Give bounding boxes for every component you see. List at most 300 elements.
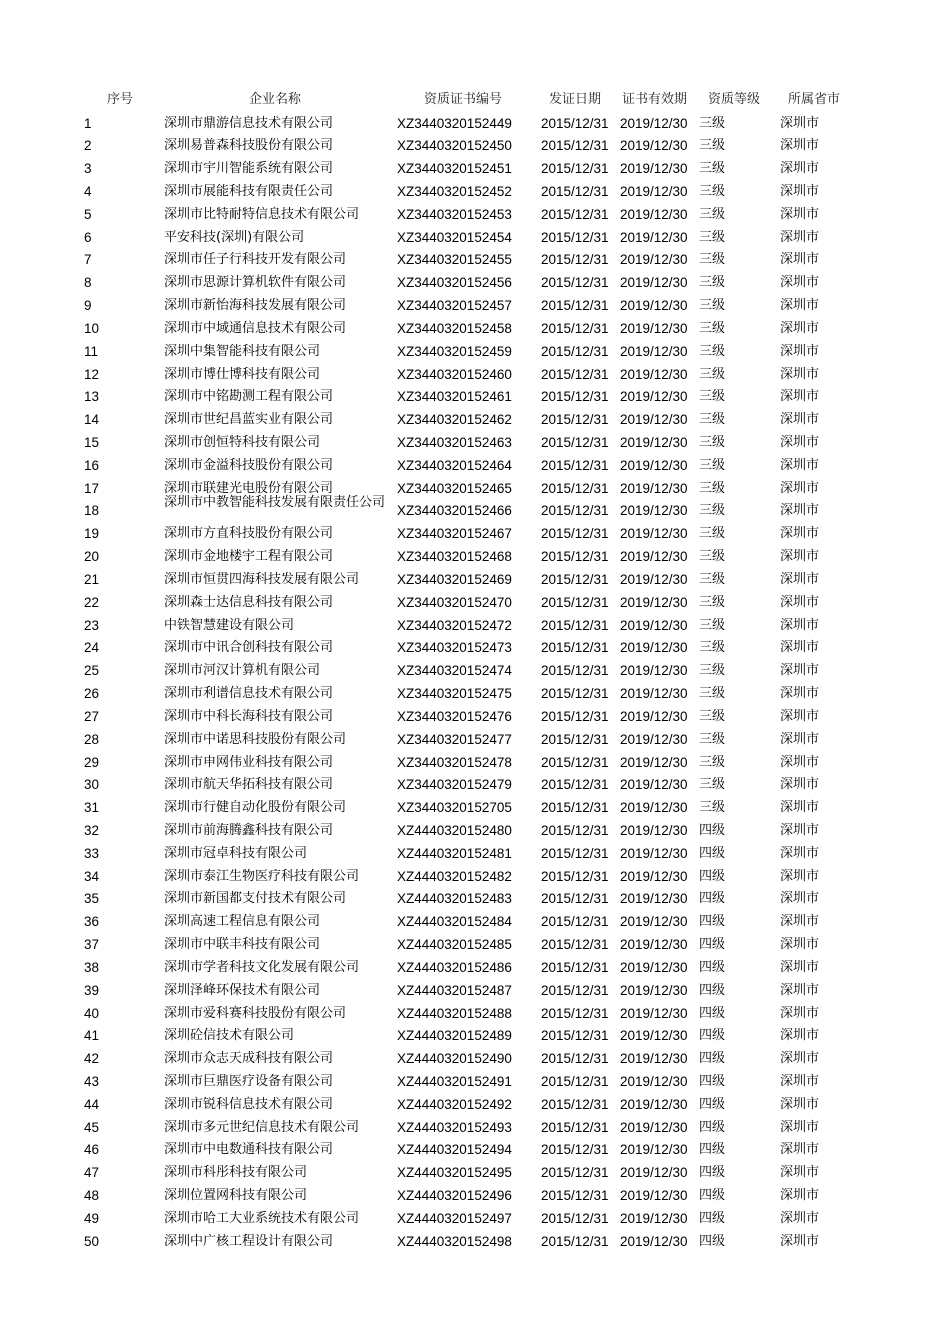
qualification-level: 三级 [699, 777, 726, 793]
table-row [0, 386, 950, 409]
table-row [0, 158, 950, 181]
company-name: 深圳市锐科信息技术有限公司 [164, 1096, 334, 1112]
row-index: 4 [84, 184, 92, 199]
row-index: 39 [84, 982, 100, 998]
row-index: 28 [84, 731, 100, 747]
table-row [0, 911, 950, 934]
city: 深圳市 [780, 480, 820, 496]
issue-date: 2015/12/31 [541, 457, 609, 473]
row-index: 46 [84, 1142, 100, 1158]
issue-date: 2015/12/31 [541, 868, 609, 884]
company-name: 深圳市比特耐特信息技术有限公司 [164, 206, 360, 222]
issue-date: 2015/12/31 [541, 1051, 609, 1067]
qualification-level: 三级 [699, 320, 726, 336]
city: 深圳市 [780, 868, 820, 884]
issue-date: 2015/12/31 [541, 617, 609, 633]
header-issue-date: 发证日期 [549, 92, 602, 107]
row-index: 44 [84, 1096, 100, 1112]
certificate-no: XZ3440320152453 [397, 206, 512, 222]
company-name: 深圳市中科长海科技有限公司 [164, 708, 334, 724]
city: 深圳市 [780, 457, 820, 473]
row-index: 43 [84, 1073, 100, 1089]
valid-until: 2019/12/30 [620, 731, 688, 747]
row-index: 8 [84, 275, 92, 291]
city: 深圳市 [780, 686, 820, 701]
table-row [0, 683, 950, 706]
city: 深圳市 [780, 822, 820, 838]
city: 深圳市 [780, 708, 820, 724]
city: 深圳市 [780, 503, 820, 519]
issue-date: 2015/12/31 [541, 959, 609, 975]
qualification-level: 三级 [699, 457, 726, 473]
valid-until: 2019/12/30 [620, 389, 688, 405]
valid-until: 2019/12/30 [620, 115, 688, 131]
row-index: 36 [84, 914, 100, 930]
city: 深圳市 [780, 617, 820, 633]
row-index: 49 [84, 1210, 100, 1226]
certificate-no: XZ4440320152485 [397, 937, 512, 952]
table-row [0, 135, 950, 158]
certificate-no: XZ3440320152465 [397, 480, 512, 496]
header-index: 序号 [107, 92, 134, 107]
qualification-level: 四级 [699, 937, 726, 952]
certificate-no: XZ3440320152472 [397, 617, 512, 633]
qualification-level: 三级 [699, 206, 726, 222]
certificate-no: XZ4440320152490 [397, 1051, 512, 1067]
certificate-no: XZ3440320152470 [397, 594, 512, 610]
city: 深圳市 [780, 115, 820, 131]
city: 深圳市 [780, 343, 820, 359]
qualification-level: 三级 [699, 480, 726, 496]
table-row [0, 866, 950, 889]
qualification-level: 四级 [699, 1165, 726, 1181]
certificate-no: XZ4440320152482 [397, 868, 512, 884]
row-index: 31 [84, 800, 100, 816]
city: 深圳市 [780, 206, 820, 222]
city: 深圳市 [780, 1028, 820, 1044]
company-name: 深圳市巨鼎医疗设备有限公司 [164, 1073, 334, 1089]
city: 深圳市 [780, 754, 820, 770]
valid-until: 2019/12/30 [620, 891, 688, 907]
table-row [0, 1003, 950, 1026]
company-name: 深圳市恒贯四海科技发展有限公司 [164, 571, 360, 587]
qualification-level: 三级 [699, 617, 726, 633]
row-index: 32 [84, 822, 100, 838]
issue-date: 2015/12/31 [541, 252, 609, 268]
issue-date: 2015/12/31 [541, 206, 609, 222]
qualification-level: 三级 [699, 366, 726, 382]
valid-until: 2019/12/30 [620, 959, 688, 975]
certificate-no: XZ3440320152468 [397, 549, 512, 565]
certificate-no: XZ3440320152461 [397, 389, 512, 405]
city: 深圳市 [780, 389, 820, 405]
valid-until: 2019/12/30 [620, 1142, 688, 1158]
valid-until: 2019/12/30 [620, 754, 688, 770]
valid-until: 2019/12/30 [620, 229, 688, 245]
city: 深圳市 [780, 891, 820, 907]
issue-date: 2015/12/31 [541, 777, 609, 793]
city: 深圳市 [780, 1210, 820, 1226]
table-row [0, 546, 950, 569]
valid-until: 2019/12/30 [620, 206, 688, 222]
table-row [0, 249, 950, 272]
table-row [0, 637, 950, 660]
qualification-level: 三级 [699, 343, 726, 359]
issue-date: 2015/12/31 [541, 640, 609, 656]
valid-until: 2019/12/30 [620, 161, 688, 177]
company-name: 深圳市中域通信息技术有限公司 [164, 320, 347, 336]
city: 深圳市 [780, 800, 820, 816]
certificate-no: XZ3440320152451 [397, 161, 512, 177]
valid-until: 2019/12/30 [620, 457, 688, 473]
row-index: 27 [84, 708, 100, 724]
issue-date: 2015/12/31 [541, 138, 609, 154]
certificate-no: XZ4440320152497 [397, 1210, 512, 1226]
issue-date: 2015/12/31 [541, 1073, 609, 1089]
valid-until: 2019/12/30 [620, 1028, 688, 1044]
issue-date: 2015/12/31 [541, 708, 609, 724]
city: 深圳市 [780, 366, 820, 382]
header-city: 所属省市 [788, 92, 841, 107]
certificate-no: XZ3440320152458 [397, 320, 512, 336]
valid-until: 2019/12/30 [620, 686, 688, 701]
company-name: 深圳市中铭勘测工程有限公司 [164, 389, 334, 405]
qualification-level: 三级 [699, 571, 726, 587]
qualification-level: 四级 [699, 1142, 726, 1158]
certificate-no: XZ3440320152479 [397, 777, 512, 793]
valid-until: 2019/12/30 [620, 1051, 688, 1067]
company-name: 深圳市中讯合创科技有限公司 [164, 640, 334, 656]
qualification-level: 三级 [699, 686, 726, 701]
city: 深圳市 [780, 1096, 820, 1112]
certificate-no: XZ4440320152496 [397, 1188, 512, 1203]
valid-until: 2019/12/30 [620, 822, 688, 838]
valid-until: 2019/12/30 [620, 252, 688, 268]
company-name: 深圳市多元世纪信息技术有限公司 [164, 1119, 360, 1135]
issue-date: 2015/12/31 [541, 320, 609, 336]
company-name: 深圳市航天华拓科技有限公司 [164, 777, 334, 793]
table-row [0, 843, 950, 866]
issue-date: 2015/12/31 [541, 184, 609, 199]
row-index: 15 [84, 435, 100, 450]
table-row [0, 569, 950, 592]
row-index: 7 [84, 252, 92, 268]
certificate-no: XZ3440320152456 [397, 275, 512, 291]
issue-date: 2015/12/31 [541, 1165, 609, 1181]
qualification-level: 三级 [699, 275, 726, 291]
row-index: 18 [84, 503, 100, 519]
valid-until: 2019/12/30 [620, 138, 688, 154]
row-index: 6 [84, 229, 92, 245]
table-row [0, 1048, 950, 1071]
certificate-no: XZ4440320152483 [397, 891, 512, 907]
issue-date: 2015/12/31 [541, 526, 609, 542]
qualification-level: 三级 [699, 138, 726, 154]
qualification-level: 四级 [699, 845, 726, 861]
issue-date: 2015/12/31 [541, 1096, 609, 1112]
company-name: 深圳市世纪昌蓝实业有限公司 [164, 412, 334, 428]
row-index: 48 [84, 1188, 100, 1203]
issue-date: 2015/12/31 [541, 1005, 609, 1021]
valid-until: 2019/12/30 [620, 480, 688, 496]
valid-until: 2019/12/30 [620, 1096, 688, 1112]
certificate-no: XZ3440320152473 [397, 640, 512, 656]
row-index: 47 [84, 1165, 100, 1181]
table-row [0, 592, 950, 615]
qualification-level: 四级 [699, 1210, 726, 1226]
row-index: 5 [84, 206, 92, 222]
table-row [0, 1094, 950, 1117]
table-row [0, 409, 950, 432]
table-row [0, 272, 950, 295]
certificate-no: XZ4440320152484 [397, 914, 512, 930]
valid-until: 2019/12/30 [620, 298, 688, 314]
valid-until: 2019/12/30 [620, 275, 688, 291]
row-index: 3 [84, 161, 92, 177]
certificate-no: XZ3440320152450 [397, 138, 512, 154]
qualification-level: 三级 [699, 161, 726, 177]
valid-until: 2019/12/30 [620, 1210, 688, 1226]
city: 深圳市 [780, 435, 820, 450]
table-row [0, 341, 950, 364]
valid-until: 2019/12/30 [620, 937, 688, 952]
valid-until: 2019/12/30 [620, 1188, 688, 1203]
qualification-level: 三级 [699, 754, 726, 770]
table-row [0, 364, 950, 387]
row-index: 41 [84, 1028, 100, 1044]
city: 深圳市 [780, 982, 820, 998]
company-name: 深圳市博仕博科技有限公司 [164, 366, 321, 382]
company-name: 深圳市河汉计算机有限公司 [164, 663, 321, 679]
table-row [0, 455, 950, 478]
certificate-no: XZ3440320152476 [397, 708, 512, 724]
company-name: 深圳市思源计算机软件有限公司 [164, 275, 347, 291]
issue-date: 2015/12/31 [541, 480, 609, 496]
table-row [0, 318, 950, 341]
qualification-level: 三级 [699, 503, 726, 519]
valid-until: 2019/12/30 [620, 868, 688, 884]
city: 深圳市 [780, 594, 820, 610]
city: 深圳市 [780, 1188, 820, 1203]
company-name: 深圳市冠卓科技有限公司 [164, 845, 308, 861]
certificate-no: XZ3440320152705 [397, 800, 512, 816]
row-index: 20 [84, 549, 100, 565]
valid-until: 2019/12/30 [620, 982, 688, 998]
qualification-level: 四级 [699, 891, 726, 907]
certificate-no: XZ3440320152477 [397, 731, 512, 747]
certificate-no: XZ3440320152474 [397, 663, 512, 679]
valid-until: 2019/12/30 [620, 503, 688, 519]
header-valid-until: 证书有效期 [622, 92, 688, 107]
issue-date: 2015/12/31 [541, 731, 609, 747]
issue-date: 2015/12/31 [541, 982, 609, 998]
company-name: 深圳高速工程信息有限公司 [164, 914, 321, 930]
row-index: 12 [84, 366, 100, 382]
valid-until: 2019/12/30 [620, 526, 688, 542]
qualification-level: 四级 [699, 1073, 726, 1089]
valid-until: 2019/12/30 [620, 914, 688, 930]
certificate-no: XZ4440320152493 [397, 1119, 512, 1135]
company-name: 深圳市中诺思科技股份有限公司 [164, 731, 347, 747]
issue-date: 2015/12/31 [541, 891, 609, 907]
certificate-no: XZ3440320152469 [397, 571, 512, 587]
table-row [0, 797, 950, 820]
qualification-level: 四级 [699, 1096, 726, 1112]
issue-date: 2015/12/31 [541, 366, 609, 382]
city: 深圳市 [780, 1073, 820, 1089]
issue-date: 2015/12/31 [541, 571, 609, 587]
table-row [0, 752, 950, 775]
row-index: 9 [84, 298, 92, 314]
qualification-level: 四级 [699, 868, 726, 884]
issue-date: 2015/12/31 [541, 1188, 609, 1203]
qualification-level: 四级 [699, 1233, 726, 1249]
company-name: 深圳易普森科技股份有限公司 [164, 138, 334, 154]
issue-date: 2015/12/31 [541, 1028, 609, 1044]
issue-date: 2015/12/31 [541, 503, 609, 519]
issue-date: 2015/12/31 [541, 389, 609, 405]
city: 深圳市 [780, 229, 820, 245]
valid-until: 2019/12/30 [620, 571, 688, 587]
qualification-level: 四级 [699, 1188, 726, 1203]
table-row [0, 227, 950, 250]
table-row [0, 1208, 950, 1231]
city: 深圳市 [780, 1119, 820, 1135]
row-index: 34 [84, 868, 100, 884]
row-index: 26 [84, 686, 100, 701]
issue-date: 2015/12/31 [541, 275, 609, 291]
row-index: 29 [84, 754, 100, 770]
valid-until: 2019/12/30 [620, 1165, 688, 1181]
table-row [0, 113, 950, 136]
company-name: 深圳市金地楼宇工程有限公司 [164, 549, 334, 565]
table-row [0, 820, 950, 843]
row-index: 38 [84, 959, 100, 975]
qualification-level: 四级 [699, 982, 726, 998]
qualification-level: 三级 [699, 731, 726, 747]
certificate-no: XZ3440320152462 [397, 412, 512, 428]
city: 深圳市 [780, 1005, 820, 1021]
company-name: 深圳市众志天成科技有限公司 [164, 1051, 334, 1067]
company-name: 深圳砼信技术有限公司 [164, 1028, 295, 1044]
table-row [0, 478, 950, 501]
issue-date: 2015/12/31 [541, 754, 609, 770]
city: 深圳市 [780, 298, 820, 314]
row-index: 2 [84, 138, 92, 154]
qualification-level: 三级 [699, 640, 726, 656]
table-row [0, 1231, 950, 1254]
company-name: 深圳市行健自动化股份有限公司 [164, 800, 347, 816]
table-row [0, 204, 950, 227]
table-row [0, 957, 950, 980]
issue-date: 2015/12/31 [541, 937, 609, 952]
qualification-level: 四级 [699, 1005, 726, 1021]
certificate-no: XZ3440320152464 [397, 457, 512, 473]
certificate-no: XZ4440320152494 [397, 1142, 512, 1158]
company-name: 深圳市前海腾鑫科技有限公司 [164, 822, 334, 838]
table-row [0, 980, 950, 1003]
valid-until: 2019/12/30 [620, 845, 688, 861]
company-name: 深圳市科彤科技有限公司 [164, 1165, 308, 1181]
qualification-level: 三级 [699, 663, 726, 679]
company-name: 中铁智慧建设有限公司 [164, 617, 295, 633]
row-index: 14 [84, 412, 100, 428]
city: 深圳市 [780, 320, 820, 336]
qualification-level: 三级 [699, 526, 726, 542]
company-name: 深圳市新国都支付技术有限公司 [164, 891, 347, 907]
city: 深圳市 [780, 161, 820, 177]
company-name: 深圳市联建光电股份有限公司 [164, 480, 334, 496]
qualification-level: 三级 [699, 594, 726, 610]
table-row [0, 1185, 950, 1208]
company-name: 深圳位置网科技有限公司 [164, 1188, 308, 1203]
qualification-level: 三级 [699, 252, 726, 268]
company-name: 深圳市新怡海科技发展有限公司 [164, 298, 347, 314]
valid-until: 2019/12/30 [620, 663, 688, 679]
company-name: 深圳市任子行科技开发有限公司 [164, 252, 347, 268]
certificate-no: XZ3440320152467 [397, 526, 512, 542]
issue-date: 2015/12/31 [541, 161, 609, 177]
issue-date: 2015/12/31 [541, 686, 609, 701]
company-name: 深圳市申网伟业科技有限公司 [164, 754, 334, 770]
certificate-no: XZ4440320152481 [397, 845, 512, 861]
table-row [0, 934, 950, 957]
qualification-level: 四级 [699, 1028, 726, 1044]
row-index: 16 [84, 457, 100, 473]
row-index: 23 [84, 617, 100, 633]
table-row [0, 1025, 950, 1048]
company-name: 深圳市展能科技有限责任公司 [164, 184, 334, 199]
issue-date: 2015/12/31 [541, 800, 609, 816]
table-row [0, 1162, 950, 1185]
valid-until: 2019/12/30 [620, 412, 688, 428]
qualification-level: 三级 [699, 412, 726, 428]
table-row [0, 660, 950, 683]
qualification-level: 四级 [699, 914, 726, 930]
table-row [0, 729, 950, 752]
qualification-level: 四级 [699, 822, 726, 838]
issue-date: 2015/12/31 [541, 822, 609, 838]
row-index: 30 [84, 777, 100, 793]
company-name: 深圳市中教智能科技发展有限责任公司 [164, 495, 386, 511]
company-name: 深圳泽峰环保技术有限公司 [164, 982, 321, 998]
table-row [0, 1117, 950, 1140]
certificate-no: XZ4440320152480 [397, 822, 512, 838]
qualification-level: 四级 [699, 1051, 726, 1067]
row-index: 24 [84, 640, 100, 656]
city: 深圳市 [780, 275, 820, 291]
row-index: 13 [84, 389, 100, 405]
qualification-level: 四级 [699, 1119, 726, 1135]
certificate-no: XZ3440320152460 [397, 366, 512, 382]
row-index: 33 [84, 845, 100, 861]
table-row [0, 295, 950, 318]
qualification-level: 四级 [699, 959, 726, 975]
city: 深圳市 [780, 412, 820, 428]
table-row [0, 495, 950, 523]
valid-until: 2019/12/30 [620, 343, 688, 359]
issue-date: 2015/12/31 [541, 594, 609, 610]
company-name: 深圳市方直科技股份有限公司 [164, 526, 334, 542]
qualification-level: 三级 [699, 549, 726, 565]
city: 深圳市 [780, 663, 820, 679]
valid-until: 2019/12/30 [620, 549, 688, 565]
company-name: 深圳市创恒特科技有限公司 [164, 435, 321, 450]
row-index: 45 [84, 1119, 100, 1135]
company-name: 平安科技(深圳)有限公司 [164, 229, 305, 245]
city: 深圳市 [780, 914, 820, 930]
certificate-no: XZ3440320152455 [397, 252, 512, 268]
